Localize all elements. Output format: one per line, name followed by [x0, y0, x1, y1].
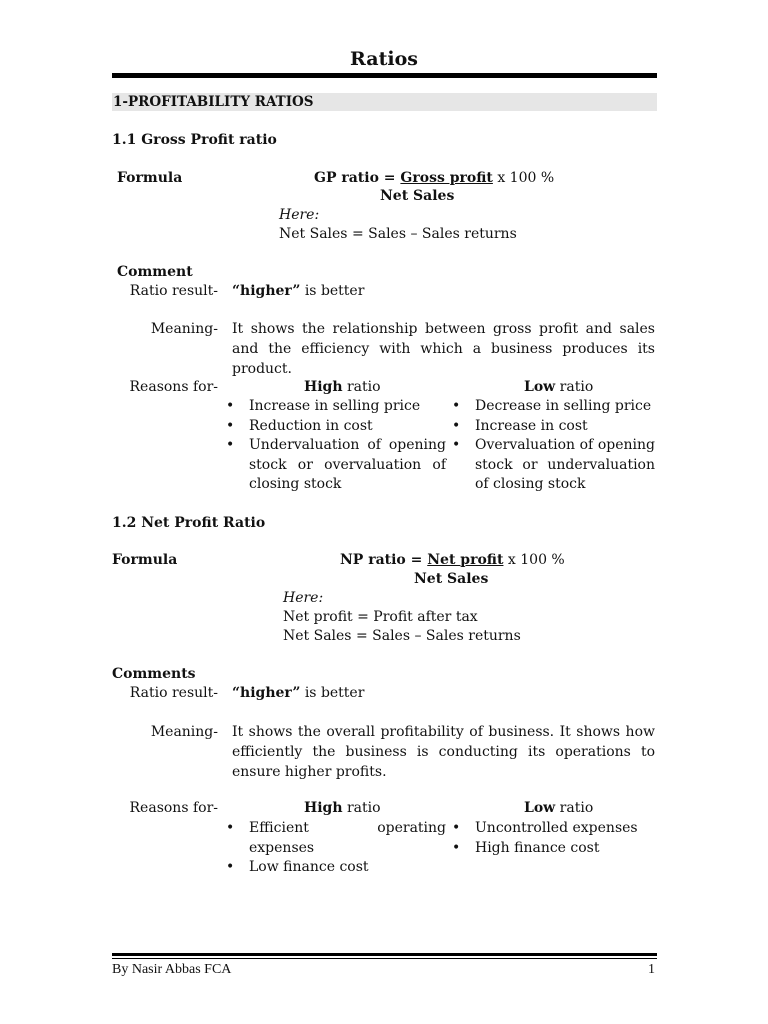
np-formula-denominator: Net Sales [414, 571, 489, 587]
list-item: • Increase in selling price [226, 397, 446, 417]
np-heading: 1.2 Net Profit Ratio [112, 515, 266, 531]
np-ratio-result-word: “higher” [232, 685, 301, 701]
list-item: • Reduction in cost [226, 417, 446, 437]
np-formula-label: Formula [112, 552, 178, 568]
np-ratio-result-label: Ratio result- [129, 685, 218, 701]
gp-formula-prefix: GP ratio = [314, 170, 401, 186]
gp-low-word: Low [524, 379, 556, 395]
gp-low-ratio: ratio [555, 379, 594, 395]
footer-rule-thick [112, 953, 657, 956]
np-ratio-result [232, 685, 364, 701]
gp-meaning-text: It shows the relationship between gross profit and sales and the efficiency with which a business produces its product. [232, 321, 655, 377]
np-formula-numerator: Net profit [427, 552, 504, 568]
list-item: • Undervaluation of opening stock or overvaluation of closing stock [226, 436, 446, 495]
footer-rule-thin [112, 958, 657, 959]
list-item: • Low finance cost [226, 858, 446, 878]
gp-low-reasons-list [452, 397, 655, 495]
header-rule [112, 73, 657, 78]
list-item: • Uncontrolled expenses [452, 819, 655, 839]
np-comment-label: Comments [112, 666, 196, 682]
gp-high-heading [304, 379, 381, 395]
list-item: • Increase in cost [452, 417, 655, 437]
gp-ratio-result-rest: is better [300, 283, 365, 299]
np-low-reasons-list [452, 819, 655, 858]
gp-def-1: Net Sales = Sales – Sales returns [279, 226, 517, 242]
list-item: • Overvaluation of opening stock or undervaluation of closing stock [452, 436, 655, 495]
np-def-2: Net Sales = Sales – Sales returns [283, 628, 521, 644]
list-item: • High finance cost [452, 839, 655, 859]
np-high-reasons-list [226, 819, 446, 878]
section-heading: 1-PROFITABILITY RATIOS [113, 94, 314, 110]
gp-formula-numerator: Gross profit [400, 170, 493, 186]
gp-ratio-result [232, 283, 364, 299]
section-band [112, 93, 657, 111]
np-formula [340, 552, 565, 568]
np-low-word: Low [524, 800, 556, 816]
np-def-1: Net profit = Profit after tax [283, 609, 478, 625]
np-formula-prefix: NP ratio = [340, 552, 428, 568]
gp-high-ratio: ratio [342, 379, 381, 395]
gp-heading: 1.1 Gross Profit ratio [112, 132, 277, 148]
list-item: • Efficient operating expenses [226, 819, 446, 858]
list-item: • Decrease in selling price [452, 397, 655, 417]
footer-author: By Nasir Abbas FCA [112, 962, 232, 977]
np-meaning-text: It shows the overall profitability of business. It shows how efficiently the business is conducting its operations to ensure higher profits. [232, 724, 655, 780]
gp-low-heading [524, 379, 593, 395]
gp-formula-label: Formula [117, 170, 183, 186]
np-meaning-label: Meaning- [150, 724, 218, 740]
np-high-word: High [304, 800, 343, 816]
np-low-ratio: ratio [555, 800, 594, 816]
gp-reasons-label: Reasons for- [129, 379, 218, 395]
gp-ratio-result-word: “higher” [232, 283, 301, 299]
gp-meaning-label: Meaning- [150, 321, 218, 337]
np-high-ratio: ratio [342, 800, 381, 816]
np-high-heading [304, 800, 381, 816]
gp-formula [314, 170, 554, 186]
page-title: Ratios [350, 48, 418, 70]
np-formula-suffix: x 100 % [503, 552, 565, 568]
gp-ratio-result-label: Ratio result- [129, 283, 218, 299]
gp-high-word: High [304, 379, 343, 395]
np-reasons-label: Reasons for- [129, 800, 218, 816]
gp-high-reasons-list [226, 397, 446, 495]
gp-formula-denominator: Net Sales [380, 188, 455, 204]
np-here: Here: [283, 590, 324, 606]
page-number: 1 [648, 962, 655, 977]
gp-here: Here: [279, 207, 320, 223]
gp-formula-suffix: x 100 % [492, 170, 555, 186]
np-ratio-result-rest: is better [300, 685, 365, 701]
np-low-heading [524, 800, 593, 816]
gp-comment-label: Comment [117, 264, 193, 280]
